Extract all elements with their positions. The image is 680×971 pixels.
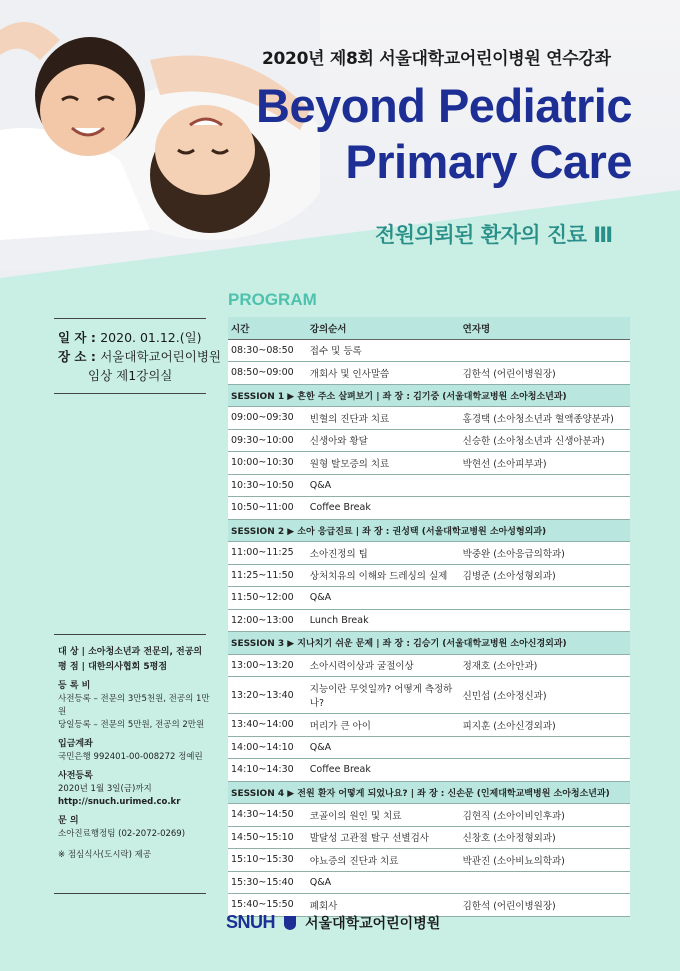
cell-time: 10:50~11:00 (228, 497, 307, 520)
cell-speaker: 정재호 (소아안과) (460, 654, 630, 677)
schedule-row (228, 654, 630, 677)
pre-heading: 사전등록 (58, 771, 93, 781)
date-label: 일 자 : (58, 330, 101, 345)
cell-time: 13:20~13:40 (228, 677, 307, 714)
cell-speaker (460, 339, 630, 362)
cell-time: 15:30~15:40 (228, 871, 307, 894)
cell-time: 15:40~15:50 (228, 894, 307, 917)
cell-time: 11:50~12:00 (228, 587, 307, 610)
cell-title: 신생아와 황달 (307, 429, 460, 452)
fee-heading: 등 록 비 (58, 681, 91, 691)
schedule-row (228, 429, 630, 452)
cell-time: 14:50~15:10 (228, 826, 307, 849)
place-row (58, 347, 221, 366)
schedule-row (228, 407, 630, 430)
cell-time: 13:40~14:00 (228, 714, 307, 737)
cell-title: Q&A (307, 871, 460, 894)
schedule-body (228, 339, 630, 916)
session-row (228, 781, 630, 804)
cell-title: Q&A (307, 474, 460, 497)
event-info (58, 328, 221, 385)
event-title (256, 78, 632, 190)
cell-speaker: 김병준 (소아성형외과) (460, 564, 630, 587)
cell-speaker: 김한석 (어린이병원장) (460, 894, 630, 917)
cell-speaker: 박관진 (소아비뇨의학과) (460, 849, 630, 872)
target-text: 대 상 | 소아청소년과 전문의, 전공의 (58, 647, 203, 657)
schedule-row (228, 587, 630, 610)
date-row (58, 328, 221, 347)
account-heading: 입금계좌 (58, 739, 93, 749)
cell-title: 빈혈의 진단과 치료 (307, 407, 460, 430)
schedule-row (228, 452, 630, 475)
header-speaker: 연자명 (460, 317, 630, 339)
cell-title: 개회사 및 인사말씀 (307, 362, 460, 385)
cell-time: 14:30~14:50 (228, 804, 307, 827)
divider (54, 318, 206, 319)
cell-title: 소아진정의 팁 (307, 542, 460, 565)
title-line-2: Primary Care (345, 135, 632, 188)
cell-title: 소아시력이상과 굴절이상 (307, 654, 460, 677)
cell-time: 11:25~11:50 (228, 564, 307, 587)
cell-title: 야뇨증의 진단과 치료 (307, 849, 460, 872)
footer-logo (226, 912, 440, 933)
cell-title: 코골이의 원인 및 치료 (307, 804, 460, 827)
divider (54, 393, 206, 394)
cell-time: 08:30~08:50 (228, 339, 307, 362)
cell-speaker (460, 736, 630, 759)
cell-title: Coffee Break (307, 497, 460, 520)
program-label: PROGRAM (228, 290, 317, 309)
cell-title: Lunch Break (307, 609, 460, 632)
fee-pre: 사전등록 – 전문의 3만5천원, 전공의 1만원 (58, 694, 210, 717)
cell-time: 08:50~09:00 (228, 362, 307, 385)
cell-time: 14:00~14:10 (228, 736, 307, 759)
cell-time: 09:30~10:00 (228, 429, 307, 452)
schedule-row (228, 564, 630, 587)
session-row (228, 384, 630, 407)
registration-link[interactable]: http://snuch.urimed.co.kr (58, 797, 181, 807)
snuh-logo: SNUH (226, 912, 276, 932)
header-time: 시간 (228, 317, 307, 339)
place-value-2: 임상 제1강의실 (88, 368, 173, 383)
lunch-note: ※ 점심식사(도시락) 제공 (58, 850, 152, 860)
cell-speaker: 피지훈 (소아신경외과) (460, 714, 630, 737)
date-value: 2020. 01.12.(일) (100, 330, 202, 345)
cell-time: 09:00~09:30 (228, 407, 307, 430)
shield-icon (283, 915, 297, 931)
cell-speaker (460, 474, 630, 497)
cell-time: 13:00~13:20 (228, 654, 307, 677)
session-title: SESSION 4 ▶ 전원 환자 어떻게 되었나요? | 좌 장 : 신손문 (인제대학교백병원 소아청소년과) (228, 781, 630, 804)
schedule-row (228, 759, 630, 782)
event-heading: 2020년 제8회 서울대학교어린이병원 연수강좌 (262, 49, 611, 69)
cell-time: 10:30~10:50 (228, 474, 307, 497)
cell-speaker (460, 609, 630, 632)
cell-title: 상처치유의 이해와 드레싱의 실제 (307, 564, 460, 587)
header-lecture: 강의순서 (307, 317, 460, 339)
session-row (228, 632, 630, 655)
session-title: SESSION 3 ▶ 지나치기 쉬운 문제 | 좌 장 : 김승기 (서울대학교병원 소아신경외과) (228, 632, 630, 655)
schedule-row (228, 826, 630, 849)
schedule-row (228, 497, 630, 520)
divider (54, 893, 206, 894)
cell-title: Q&A (307, 736, 460, 759)
cell-speaker: 신민섭 (소아정신과) (460, 677, 630, 714)
cell-speaker (460, 759, 630, 782)
account-text: 국민은행 992401-00-008272 정예린 (58, 752, 203, 762)
cell-speaker (460, 871, 630, 894)
schedule-row (228, 714, 630, 737)
session-title: SESSION 1 ▶ 흔한 주소 살펴보기 | 좌 장 : 김기중 (서울대학교병원 소아청소년과) (228, 384, 630, 407)
schedule-table (228, 317, 630, 917)
place-value: 서울대학교어린이병원 (100, 349, 221, 364)
schedule-row (228, 804, 630, 827)
cell-title: 머리가 큰 아이 (307, 714, 460, 737)
cell-title: 접수 및 등록 (307, 339, 460, 362)
pre-deadline: 2020년 1월 3일(금)까지 (58, 784, 152, 794)
cell-speaker (460, 497, 630, 520)
schedule-row (228, 362, 630, 385)
contact-text: 소아진료행정팀 (02-2072-0269) (58, 829, 186, 839)
cell-title: Coffee Break (307, 759, 460, 782)
fee-onsite: 당일등록 – 전문의 5만원, 전공의 2만원 (58, 720, 205, 730)
hospital-name: 서울대학교어린이병원 (305, 915, 441, 932)
schedule-row (228, 677, 630, 714)
cell-speaker: 홍경택 (소아청소년과 혈액종양분과) (460, 407, 630, 430)
contact-heading: 문 의 (58, 816, 79, 826)
schedule-row (228, 339, 630, 362)
schedule-row (228, 609, 630, 632)
cell-title: 발달성 고관절 탈구 선별검사 (307, 826, 460, 849)
registration-info (58, 646, 210, 862)
event-subtitle: 전원의뢰된 환자의 진료 Ⅲ (375, 223, 613, 247)
schedule-row (228, 542, 630, 565)
place-label: 장 소 : (58, 349, 101, 364)
schedule-row (228, 871, 630, 894)
cell-time: 12:00~13:00 (228, 609, 307, 632)
session-title: SESSION 2 ▶ 소아 응급진료 | 좌 장 : 권성택 (서울대학교병원 소아성형외과) (228, 519, 630, 542)
cell-time: 14:10~14:30 (228, 759, 307, 782)
cell-title: 원형 탈모증의 치료 (307, 452, 460, 475)
schedule-row (228, 849, 630, 872)
cell-speaker: 신승한 (소아청소년과 신생아분과) (460, 429, 630, 452)
cell-title: 지능이란 무엇일까? 어떻게 측정하나? (307, 677, 460, 714)
schedule-row (228, 474, 630, 497)
cell-title: 폐회사 (307, 894, 460, 917)
cell-time: 10:00~10:30 (228, 452, 307, 475)
divider (54, 634, 206, 635)
cell-speaker: 신창호 (소아정형외과) (460, 826, 630, 849)
cell-time: 11:00~11:25 (228, 542, 307, 565)
cell-speaker: 박현선 (소아피부과) (460, 452, 630, 475)
cell-title: Q&A (307, 587, 460, 610)
cell-speaker: 김한석 (어린이병원장) (460, 362, 630, 385)
schedule-header (228, 317, 630, 339)
schedule-row (228, 736, 630, 759)
cell-speaker: 김현직 (소아이비인후과) (460, 804, 630, 827)
credit-text: 평 점 | 대한의사협회 5평점 (58, 662, 168, 672)
cell-time: 15:10~15:30 (228, 849, 307, 872)
cell-speaker (460, 587, 630, 610)
place-row-2 (58, 366, 221, 385)
title-line-1: Beyond Pediatric (256, 79, 632, 132)
session-row (228, 519, 630, 542)
cell-speaker: 박중완 (소아응급의학과) (460, 542, 630, 565)
